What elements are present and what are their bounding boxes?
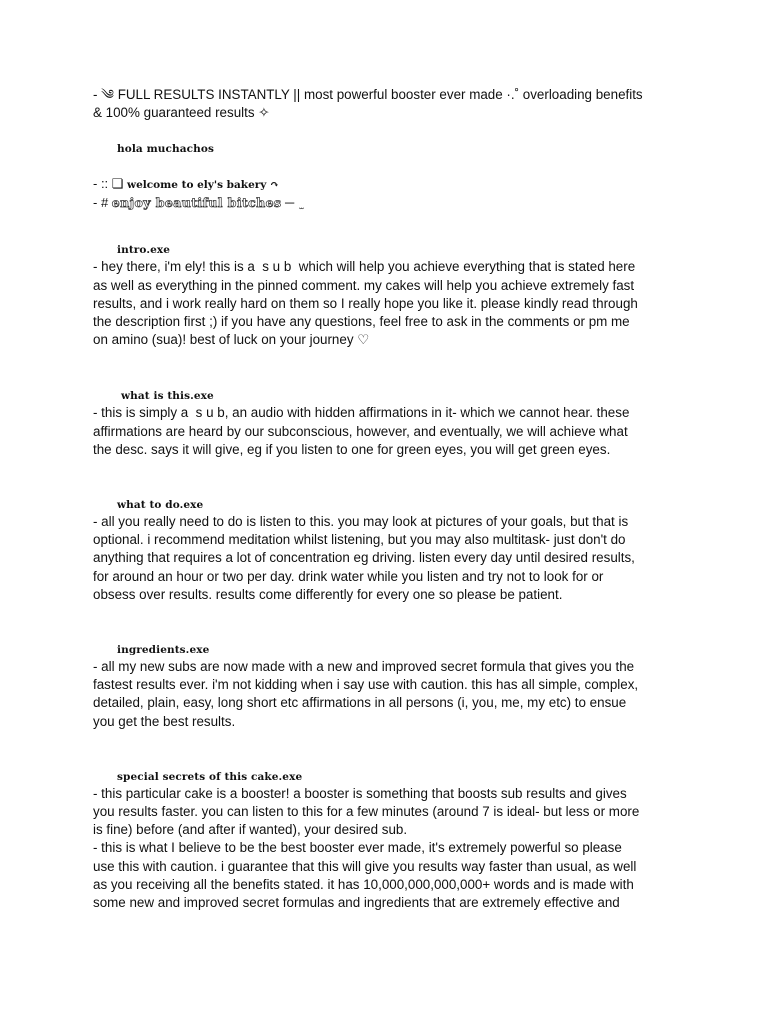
body-line: - this particular cake is a booster! a booster is something that boosts sub results and gives	[93, 785, 627, 801]
title-line: & 100% guaranteed results ✧	[93, 105, 270, 121]
welcome-block	[93, 175, 678, 212]
enjoy-prefix: - #	[93, 195, 112, 211]
body-line: as you receiving all the benefits stated. it has 10,000,000,000,000+ words and is made with	[93, 876, 634, 892]
welcome-line	[93, 175, 678, 194]
section-body-what-is-this	[93, 404, 678, 459]
body-line: optional. i recommend meditation whilst listening, but you may also multitask- just don't do	[93, 532, 626, 548]
section-heading-special-secrets: special secrets of this cake.exe	[117, 770, 303, 783]
document-title	[93, 86, 678, 122]
body-line: obsess over results. results come differently for every one so please be patient.	[93, 586, 563, 602]
body-line: anything that requires a lot of concentration eg driving. listen every day until desired results,	[93, 550, 635, 566]
body-line: - this is what I believe to be the best booster ever made, it's extremely powerful so please	[93, 840, 622, 856]
body-line: on amino (sua)! best of luck on your journey ♡	[93, 332, 370, 348]
body-line: fastest results ever. i'm not kidding when i say use with caution. this has all simple, complex,	[93, 677, 639, 693]
section-body-intro	[93, 258, 678, 349]
section-body-special-secrets	[93, 785, 678, 912]
section-heading-intro: intro.exe	[117, 244, 171, 257]
body-line: - all you really need to do is listen to this. you may look at pictures of your goals, but that is	[93, 514, 629, 530]
section-heading-what-to-do: what to do.exe	[117, 499, 204, 512]
section-body-ingredients	[93, 658, 678, 731]
greeting-heading: hola muchachos	[117, 143, 215, 156]
welcome-text: welcome to ely's bakery ↷	[127, 179, 279, 192]
body-line: - all my new subs are now made with a new and improved secret formula that gives you the	[93, 659, 635, 675]
title-line: - ༄ FULL RESULTS INSTANTLY || most powerful booster ever made ·.˚ overloading benefits	[93, 87, 643, 102]
document-page	[93, 86, 678, 912]
enjoy-line	[93, 194, 678, 212]
welcome-prefix: - :: ❏	[93, 176, 128, 192]
body-line: is fine) before (and after if wanted), your desired sub.	[93, 822, 408, 838]
enjoy-suffix: ─ ̫	[281, 195, 302, 211]
body-line: detailed, plain, easy, long short etc affirmations in all persons (i, you, me, my etc) to ensue	[93, 695, 627, 711]
body-line: you results faster. you can listen to this for a few minutes (around 7 is ideal- but less or more	[93, 804, 640, 820]
body-line: you get the best results.	[93, 713, 236, 729]
section-heading-ingredients: ingredients.exe	[117, 644, 210, 657]
body-line: affirmations are heard by our subconscious, however, and eventually, we will achieve what	[93, 423, 628, 439]
enjoy-text: enjoy beautiful bitches	[111, 195, 282, 211]
body-line: as well as everything in the pinned comment. my cakes will help you achieve extremely fast	[93, 277, 635, 293]
body-line: for around an hour or two per day. drink water while you listen and try not to look for or	[93, 568, 604, 584]
body-line: - this is simply a s u b, an audio with hidden affirmations in it- which we cannot hear. these	[93, 405, 630, 421]
body-line: results, and i work really hard on them so I really hope you like it. please kindly read through	[93, 295, 638, 311]
section-heading-what-is-this: what is this.exe	[121, 390, 214, 403]
body-line: - hey there, i'm ely! this is a s u b which will help you achieve everything that is stated here	[93, 259, 636, 275]
body-line: the desc. says it will give, eg if you listen to one for green eyes, you will get green eyes.	[93, 441, 611, 457]
section-body-what-to-do	[93, 513, 678, 604]
body-line: the description first ;) if you have any questions, feel free to ask in the comments or pm me	[93, 314, 630, 330]
body-line: some new and improved secret formulas and ingredients that are extremely effective and	[93, 895, 620, 911]
body-line: use this with caution. i guarantee that this will give you results way faster than usual, as well	[93, 858, 637, 874]
